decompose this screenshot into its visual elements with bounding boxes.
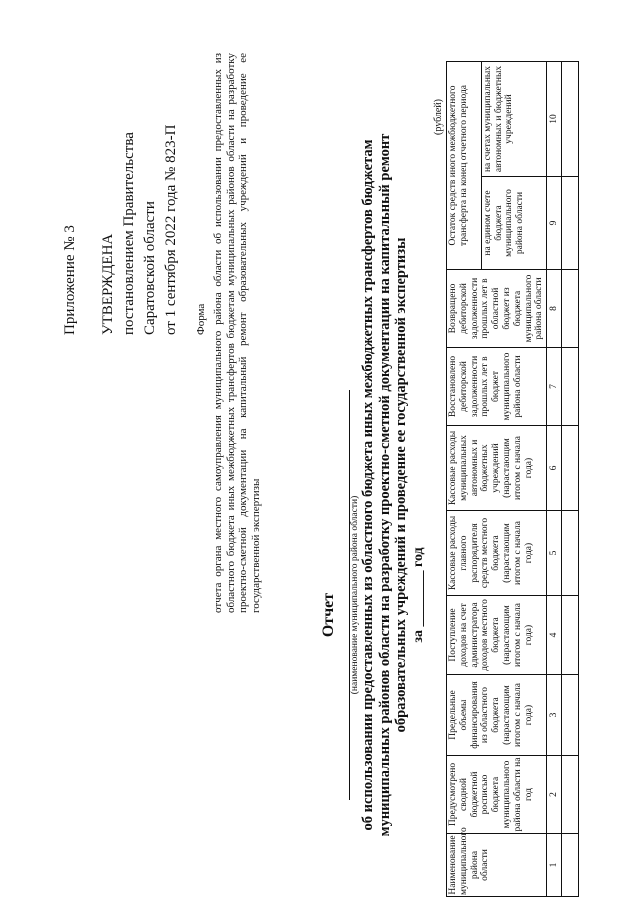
- column-number: 3: [547, 675, 562, 756]
- municipality-line: [341, 390, 350, 800]
- table-cell: [562, 511, 579, 596]
- subheader-cell: на едином счете бюджета муниципального района области: [481, 177, 546, 270]
- approval-line: от 1 сентября 2022 года № 823-П: [163, 124, 179, 335]
- report-period: за ________ год: [411, 547, 426, 643]
- form-description: отчета органа местного самоуправления муниципального района области об использовании предоставленных из областного бюджета иных межбюджетных трансфертов бюджетам муниципальных районов области на разработку проектно-сметной документации на капитальный ремонт образовательных учреждений и проведение ее государственной экспертизы: [212, 53, 262, 613]
- column-number: 4: [547, 596, 562, 675]
- header-cell: Наименование муниципального района области: [447, 834, 547, 897]
- approved-label: УТВЕРЖДЕНА: [100, 233, 116, 335]
- approval-block: [60, 15, 182, 335]
- table-cell: [562, 675, 579, 756]
- municipality-caption: (наименование муниципального района области): [350, 495, 360, 695]
- table-cell: [562, 270, 579, 348]
- units-label: (рублей): [433, 98, 444, 135]
- table-cell: [562, 177, 579, 270]
- table-cell: [562, 426, 579, 511]
- column-number: 9: [547, 177, 562, 270]
- table-cell: [562, 596, 579, 675]
- table-cell: [562, 62, 579, 177]
- column-number: 5: [547, 511, 562, 596]
- report-table: [446, 61, 579, 897]
- column-number: 1: [547, 834, 562, 897]
- table-header-row: [447, 62, 482, 897]
- column-number: 7: [547, 348, 562, 426]
- group-header-cell: Остаток средств иного межбюджетного трансферта на конец отчетного периода: [447, 62, 482, 270]
- table-cell: [562, 348, 579, 426]
- table-cell: [562, 756, 579, 834]
- appendix-label: Приложение № 3: [62, 225, 78, 335]
- column-number: 10: [547, 62, 562, 177]
- column-number: 6: [547, 426, 562, 511]
- column-number: 8: [547, 270, 562, 348]
- column-number: 2: [547, 756, 562, 834]
- header-cell: Кассовые расходы муниципальных автономных и бюджетных учреждений (нарастающим итогом с начала года): [447, 426, 547, 511]
- subheader-cell: на счетах муниципальных автономных и бюджетных учреждений: [481, 62, 546, 177]
- report-title: об использовании предоставленных из областного бюджета иных межбюджетных трансфертов бюджетам муниципальных районов области на разработку проектно-сметной документации на капитальный ремонт образовательных учреждений и проведение ее государственной экспертизы: [360, 133, 409, 837]
- header-cell: Кассовые расходы главного распорядителя средств местного бюджета (нарастающим итогом с начала года): [447, 511, 547, 596]
- table-row: [562, 62, 579, 897]
- table-cell: [562, 834, 579, 897]
- header-cell: Восстановлено дебиторской задолженности прошлых лет в бюджет муниципального района области: [447, 348, 547, 426]
- approval-line: постановлением Правительства: [121, 132, 137, 335]
- header-cell: Возвращено дебиторской задолженности прошлых лет в областной бюджет из бюджета муниципального района области: [447, 270, 547, 348]
- report-heading: Отчет: [320, 592, 337, 638]
- form-label: Форма: [195, 303, 207, 335]
- column-number-row: [547, 62, 562, 897]
- header-cell: Предельные объемы финансирования из областного бюджета (нарастающим итогом с начала года): [447, 675, 547, 756]
- header-cell: Поступление доходов на счет администратора доходов местного бюджета (нарастающим итогом с начала года): [447, 596, 547, 675]
- header-cell: Предусмотрено сводной бюджетной росписью бюджета муниципального района области на год: [447, 756, 547, 834]
- approval-line: Саратовской области: [142, 201, 158, 335]
